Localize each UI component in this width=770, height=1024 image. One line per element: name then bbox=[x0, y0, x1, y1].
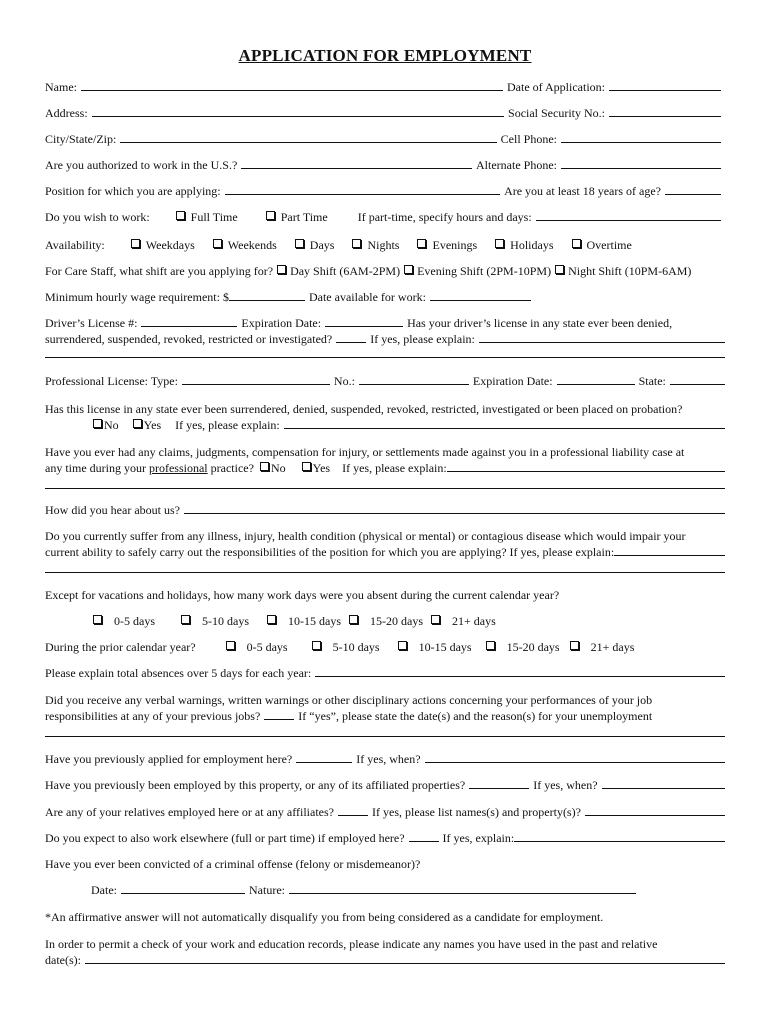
evening-shift-checkbox[interactable] bbox=[404, 264, 551, 279]
name-row bbox=[45, 80, 725, 95]
license-explain-line[interactable] bbox=[45, 357, 725, 358]
hear-label: How did you hear about us? bbox=[45, 503, 180, 517]
absence-option-label: 10-15 days bbox=[418, 640, 472, 654]
checkbox-icon bbox=[295, 239, 304, 248]
prior-21-plus-checkbox[interactable] bbox=[570, 640, 635, 655]
ssn-field[interactable] bbox=[609, 106, 721, 117]
illness-explain-line[interactable] bbox=[45, 572, 725, 573]
hear-row bbox=[45, 503, 725, 518]
relatives-explain-label: If yes, please list names(s) and property(s)? bbox=[372, 805, 581, 819]
night-shift-checkbox[interactable] bbox=[555, 264, 691, 279]
part-time-hours-label: If part-time, specify hours and days: bbox=[357, 210, 532, 224]
applied-label: Have you previously applied for employment here? bbox=[45, 752, 293, 766]
address-field[interactable] bbox=[92, 106, 504, 117]
elsewhere-label: Do you expect to also work elsewhere (full or part time) if employed here? bbox=[45, 831, 405, 845]
name-field[interactable] bbox=[81, 80, 503, 91]
availability-option-label: Weekends bbox=[227, 238, 277, 252]
min-wage-field[interactable] bbox=[229, 290, 305, 301]
cell-phone-label: Cell Phone: bbox=[500, 132, 557, 146]
employed-when-label: If yes, when? bbox=[533, 778, 598, 792]
employed-row bbox=[45, 778, 725, 793]
availability-option-label: Evenings bbox=[432, 238, 478, 252]
license-denied-question: Has your driver’s license in any state ever been denied, bbox=[407, 316, 673, 330]
if-yes-explain-label: If yes, please explain: bbox=[175, 418, 280, 432]
applied-when-field[interactable] bbox=[425, 752, 725, 763]
conviction-date-label: Date: bbox=[91, 883, 117, 897]
warnings-question: Did you receive any verbal warnings, written warnings or other disciplinary actions concerning your performances of your job bbox=[45, 693, 653, 707]
checkbox-icon bbox=[93, 419, 102, 428]
availability-option-label: Weekdays bbox=[145, 238, 195, 252]
checkbox-icon bbox=[260, 462, 269, 471]
current-year-absence-row bbox=[45, 614, 725, 629]
drivers-license-row bbox=[45, 316, 725, 331]
checkbox-icon bbox=[417, 239, 426, 248]
availability-option-label: Overtime bbox=[586, 238, 632, 252]
prof-license-no-field[interactable] bbox=[359, 374, 469, 385]
elsewhere-row bbox=[45, 831, 725, 846]
hear-field[interactable] bbox=[184, 503, 725, 514]
dl-expiration-label: Expiration Date: bbox=[241, 316, 322, 330]
claims-no-checkbox[interactable] bbox=[260, 461, 286, 476]
date-of-application-label: Date of Application: bbox=[507, 80, 605, 94]
absence-option-label: 0-5 days bbox=[114, 614, 155, 628]
absence-option-label: 21+ days bbox=[590, 640, 635, 654]
absent-question: Except for vacations and holidays, how many work days were you absent during the current calendar year? bbox=[45, 588, 560, 602]
claims-yes-checkbox[interactable] bbox=[302, 461, 330, 476]
prof-surrendered-explain-field[interactable] bbox=[284, 418, 725, 429]
license-denied-explain-field[interactable] bbox=[479, 332, 725, 343]
availability-overtime-checkbox[interactable] bbox=[572, 238, 632, 253]
shift-label: Night Shift (10PM-6AM) bbox=[568, 264, 692, 278]
checkbox-icon bbox=[267, 615, 276, 624]
date-available-field[interactable] bbox=[430, 290, 531, 301]
prof-expiration-field[interactable] bbox=[557, 374, 635, 385]
drivers-license-row-2 bbox=[45, 332, 725, 347]
city-field[interactable] bbox=[120, 132, 496, 143]
alternate-phone-field[interactable] bbox=[561, 158, 721, 169]
part-time-label: Part Time bbox=[280, 210, 328, 224]
claims-explain-field[interactable] bbox=[447, 461, 725, 472]
warnings-question-2: responsibilities at any of your previous jobs? bbox=[45, 709, 261, 723]
claims-answer-row bbox=[45, 461, 725, 476]
conviction-row bbox=[91, 883, 636, 898]
current-21-plus-checkbox[interactable] bbox=[431, 614, 496, 629]
claims-question-2a: any time during your bbox=[45, 461, 146, 475]
availability-option-label: Holidays bbox=[510, 238, 554, 252]
availability-option-label: Days bbox=[309, 238, 335, 252]
cell-phone-field[interactable] bbox=[561, 132, 721, 143]
relatives-label: Are any of your relatives employed here or at any affiliates? bbox=[45, 805, 334, 819]
dl-expiration-field[interactable] bbox=[325, 316, 403, 327]
names-question-2: date(s): bbox=[45, 953, 81, 967]
absence-option-label: 15-20 days bbox=[370, 614, 423, 628]
availability-option-label: Nights bbox=[367, 238, 400, 252]
checkbox-icon bbox=[555, 265, 564, 274]
names-answer-row bbox=[45, 953, 725, 968]
checkbox-icon bbox=[277, 265, 286, 274]
date-available-label: Date available for work: bbox=[308, 290, 426, 304]
age-field[interactable] bbox=[665, 184, 721, 195]
address-label: Address: bbox=[45, 106, 88, 120]
authorized-row bbox=[45, 158, 725, 173]
claims-explain-label: If yes, please explain: bbox=[342, 461, 447, 475]
prior-year-label: During the prior calendar year? bbox=[45, 640, 196, 654]
elsewhere-explain-field[interactable] bbox=[514, 831, 725, 842]
work-type-label: Do you wish to work: bbox=[45, 210, 150, 224]
absence-option-label: 5-10 days bbox=[332, 640, 380, 654]
names-question: In order to permit a check of your work and education records, please indicate any names you have used in the past and relative bbox=[45, 937, 658, 951]
prof-state-label: State: bbox=[638, 374, 666, 388]
prof-surrendered-yes-checkbox[interactable] bbox=[133, 418, 161, 433]
elsewhere-field[interactable] bbox=[409, 831, 439, 842]
affirmative-note: *An affirmative answer will not automatically disqualify you from being considered as a candidate for employment. bbox=[45, 910, 604, 924]
prof-surrendered-answer-row bbox=[45, 418, 725, 433]
warnings-answer-field[interactable] bbox=[264, 709, 294, 720]
employed-label: Have you previously been employed by this property, or any of its affiliated properties? bbox=[45, 778, 466, 792]
claims-question-2c: practice? bbox=[210, 461, 254, 475]
applied-row bbox=[45, 752, 725, 767]
date-of-application-field[interactable] bbox=[609, 80, 721, 91]
elsewhere-explain-label: If yes, explain: bbox=[442, 831, 515, 845]
part-time-hours-field[interactable] bbox=[536, 210, 721, 221]
no-label: No bbox=[270, 461, 286, 475]
checkbox-icon bbox=[431, 615, 440, 624]
prof-license-type-field[interactable] bbox=[182, 374, 330, 385]
authorized-label: Are you authorized to work in the U.S.? bbox=[45, 158, 238, 172]
care-staff-label: For Care Staff, what shift are you applying for? bbox=[45, 264, 274, 278]
checkbox-icon bbox=[213, 239, 222, 248]
checkbox-icon bbox=[352, 239, 361, 248]
absence-option-label: 21+ days bbox=[452, 614, 496, 628]
availability-evenings-checkbox[interactable] bbox=[417, 238, 477, 253]
names-field[interactable] bbox=[85, 953, 725, 964]
yes-label: Yes bbox=[312, 461, 331, 475]
checkbox-icon bbox=[176, 211, 185, 220]
employed-when-field[interactable] bbox=[602, 778, 725, 789]
position-field[interactable] bbox=[225, 184, 500, 195]
illness-question: Do you currently suffer from any illness, injury, health condition (physical or mental) or contagious disease which would impair your bbox=[45, 529, 686, 543]
illness-answer-row bbox=[45, 545, 725, 560]
absence-option-label: 10-15 days bbox=[288, 614, 341, 628]
age-label: Are you at least 18 years of age? bbox=[504, 184, 661, 198]
availability-holidays-checkbox[interactable] bbox=[495, 238, 553, 253]
city-row bbox=[45, 132, 725, 147]
checkbox-icon bbox=[349, 615, 358, 624]
checkbox-icon bbox=[572, 239, 581, 248]
illness-question-2: current ability to safely carry out the responsibilities of the position for which you are applying? If yes, please explain: bbox=[45, 545, 615, 559]
employed-field[interactable] bbox=[469, 778, 529, 789]
prof-license-no-label: No.: bbox=[333, 374, 355, 388]
convicted-question: Have you ever been convicted of a criminal offense (felony or misdemeanor)? bbox=[45, 857, 421, 871]
explain-absences-row bbox=[45, 666, 725, 681]
drivers-license-field[interactable] bbox=[141, 316, 237, 327]
license-denied-answer[interactable] bbox=[336, 332, 366, 343]
shift-row bbox=[45, 264, 725, 279]
illness-explain-field[interactable] bbox=[614, 545, 725, 556]
absence-option-label: 0-5 days bbox=[246, 640, 288, 654]
authorized-field[interactable] bbox=[241, 158, 472, 169]
current-10-15-checkbox[interactable] bbox=[267, 614, 341, 629]
absence-option-label: 5-10 days bbox=[202, 614, 249, 628]
availability-weekends-checkbox[interactable] bbox=[213, 238, 277, 253]
availability-nights-checkbox[interactable] bbox=[352, 238, 399, 253]
checkbox-icon bbox=[131, 239, 140, 248]
checkbox-icon bbox=[570, 641, 579, 650]
checkbox-icon bbox=[398, 641, 407, 650]
wage-row bbox=[45, 290, 535, 305]
day-shift-checkbox[interactable] bbox=[277, 264, 400, 279]
prof-expiration-label: Expiration Date: bbox=[472, 374, 553, 388]
full-time-label: Full Time bbox=[190, 210, 238, 224]
prior-15-20-checkbox[interactable] bbox=[486, 640, 560, 655]
checkbox-icon bbox=[302, 462, 311, 471]
checkbox-icon bbox=[226, 641, 235, 650]
prior-10-15-checkbox[interactable] bbox=[398, 640, 472, 655]
prior-5-10-checkbox[interactable] bbox=[312, 640, 380, 655]
part-time-checkbox[interactable] bbox=[266, 210, 328, 225]
shift-label: Day Shift (6AM-2PM) bbox=[290, 264, 401, 278]
checkbox-icon bbox=[133, 419, 142, 428]
warnings-question-2b: If “yes”, please state the date(s) and the reason(s) for your unemployment bbox=[298, 709, 653, 723]
shift-label: Evening Shift (2PM-10PM) bbox=[417, 264, 552, 278]
yes-label: Yes bbox=[143, 418, 162, 432]
prof-state-field[interactable] bbox=[670, 374, 725, 385]
min-wage-label: Minimum hourly wage requirement: $ bbox=[45, 290, 229, 304]
warnings-explain-line[interactable] bbox=[45, 736, 725, 737]
full-time-checkbox[interactable] bbox=[176, 210, 238, 225]
claims-question: Have you ever had any claims, judgments, compensation for injury, or settlements made against you in a professional liability case at bbox=[45, 445, 685, 459]
city-label: City/State/Zip: bbox=[45, 132, 117, 146]
license-denied-question-2: surrendered, suspended, revoked, restricted or investigated? bbox=[45, 332, 333, 346]
explain-absences-label: Please explain total absences over 5 days for each year: bbox=[45, 666, 312, 680]
name-label: Name: bbox=[45, 80, 77, 94]
availability-days-checkbox[interactable] bbox=[295, 238, 335, 253]
warnings-answer-row bbox=[45, 709, 725, 724]
prof-surrendered-no-checkbox[interactable] bbox=[93, 418, 119, 433]
form-title: APPLICATION FOR EMPLOYMENT bbox=[238, 46, 532, 65]
position-label: Position for which you are applying: bbox=[45, 184, 221, 198]
checkbox-icon bbox=[312, 641, 321, 650]
relatives-explain-field[interactable] bbox=[585, 805, 725, 816]
drivers-license-label: Driver’s License #: bbox=[45, 316, 138, 330]
no-label: No bbox=[104, 418, 119, 432]
prior-0-5-checkbox[interactable] bbox=[226, 640, 288, 655]
relatives-field[interactable] bbox=[338, 805, 368, 816]
position-row bbox=[45, 184, 725, 199]
explain-absences-field[interactable] bbox=[315, 666, 725, 677]
checkbox-icon bbox=[404, 265, 413, 274]
professional-license-row bbox=[45, 374, 725, 389]
checkbox-icon bbox=[93, 615, 102, 624]
work-type-row bbox=[45, 210, 725, 225]
checkbox-icon bbox=[495, 239, 504, 248]
relatives-row bbox=[45, 805, 725, 820]
claims-question-2b: professional bbox=[148, 461, 208, 475]
applied-field[interactable] bbox=[296, 752, 352, 763]
checkbox-icon bbox=[181, 615, 190, 624]
prof-license-type-label: Professional License: Type: bbox=[45, 374, 178, 388]
availability-weekdays-checkbox[interactable] bbox=[131, 238, 195, 253]
ssn-label: Social Security No.: bbox=[508, 106, 605, 120]
prof-surrendered-question: Has this license in any state ever been surrendered, denied, suspended, revoked, restricted, investigated or been placed on probation? bbox=[45, 402, 683, 416]
absence-option-label: 15-20 days bbox=[506, 640, 560, 654]
current-15-20-checkbox[interactable] bbox=[349, 614, 423, 629]
prior-year-absence-row bbox=[45, 640, 725, 655]
current-0-5-checkbox[interactable] bbox=[93, 614, 155, 629]
conviction-nature-label: Nature: bbox=[249, 883, 285, 897]
availability-label: Availability: bbox=[45, 238, 105, 252]
conviction-date-field[interactable] bbox=[121, 883, 245, 894]
applied-when-label: If yes, when? bbox=[356, 752, 421, 766]
checkbox-icon bbox=[486, 641, 495, 650]
availability-row bbox=[45, 238, 725, 253]
conviction-nature-field[interactable] bbox=[289, 883, 636, 894]
if-yes-explain-label: If yes, please explain: bbox=[370, 332, 475, 346]
alternate-phone-label: Alternate Phone: bbox=[476, 158, 557, 172]
checkbox-icon bbox=[266, 211, 275, 220]
claims-explain-line[interactable] bbox=[45, 488, 725, 489]
current-5-10-checkbox[interactable] bbox=[181, 614, 249, 629]
address-row bbox=[45, 106, 725, 121]
